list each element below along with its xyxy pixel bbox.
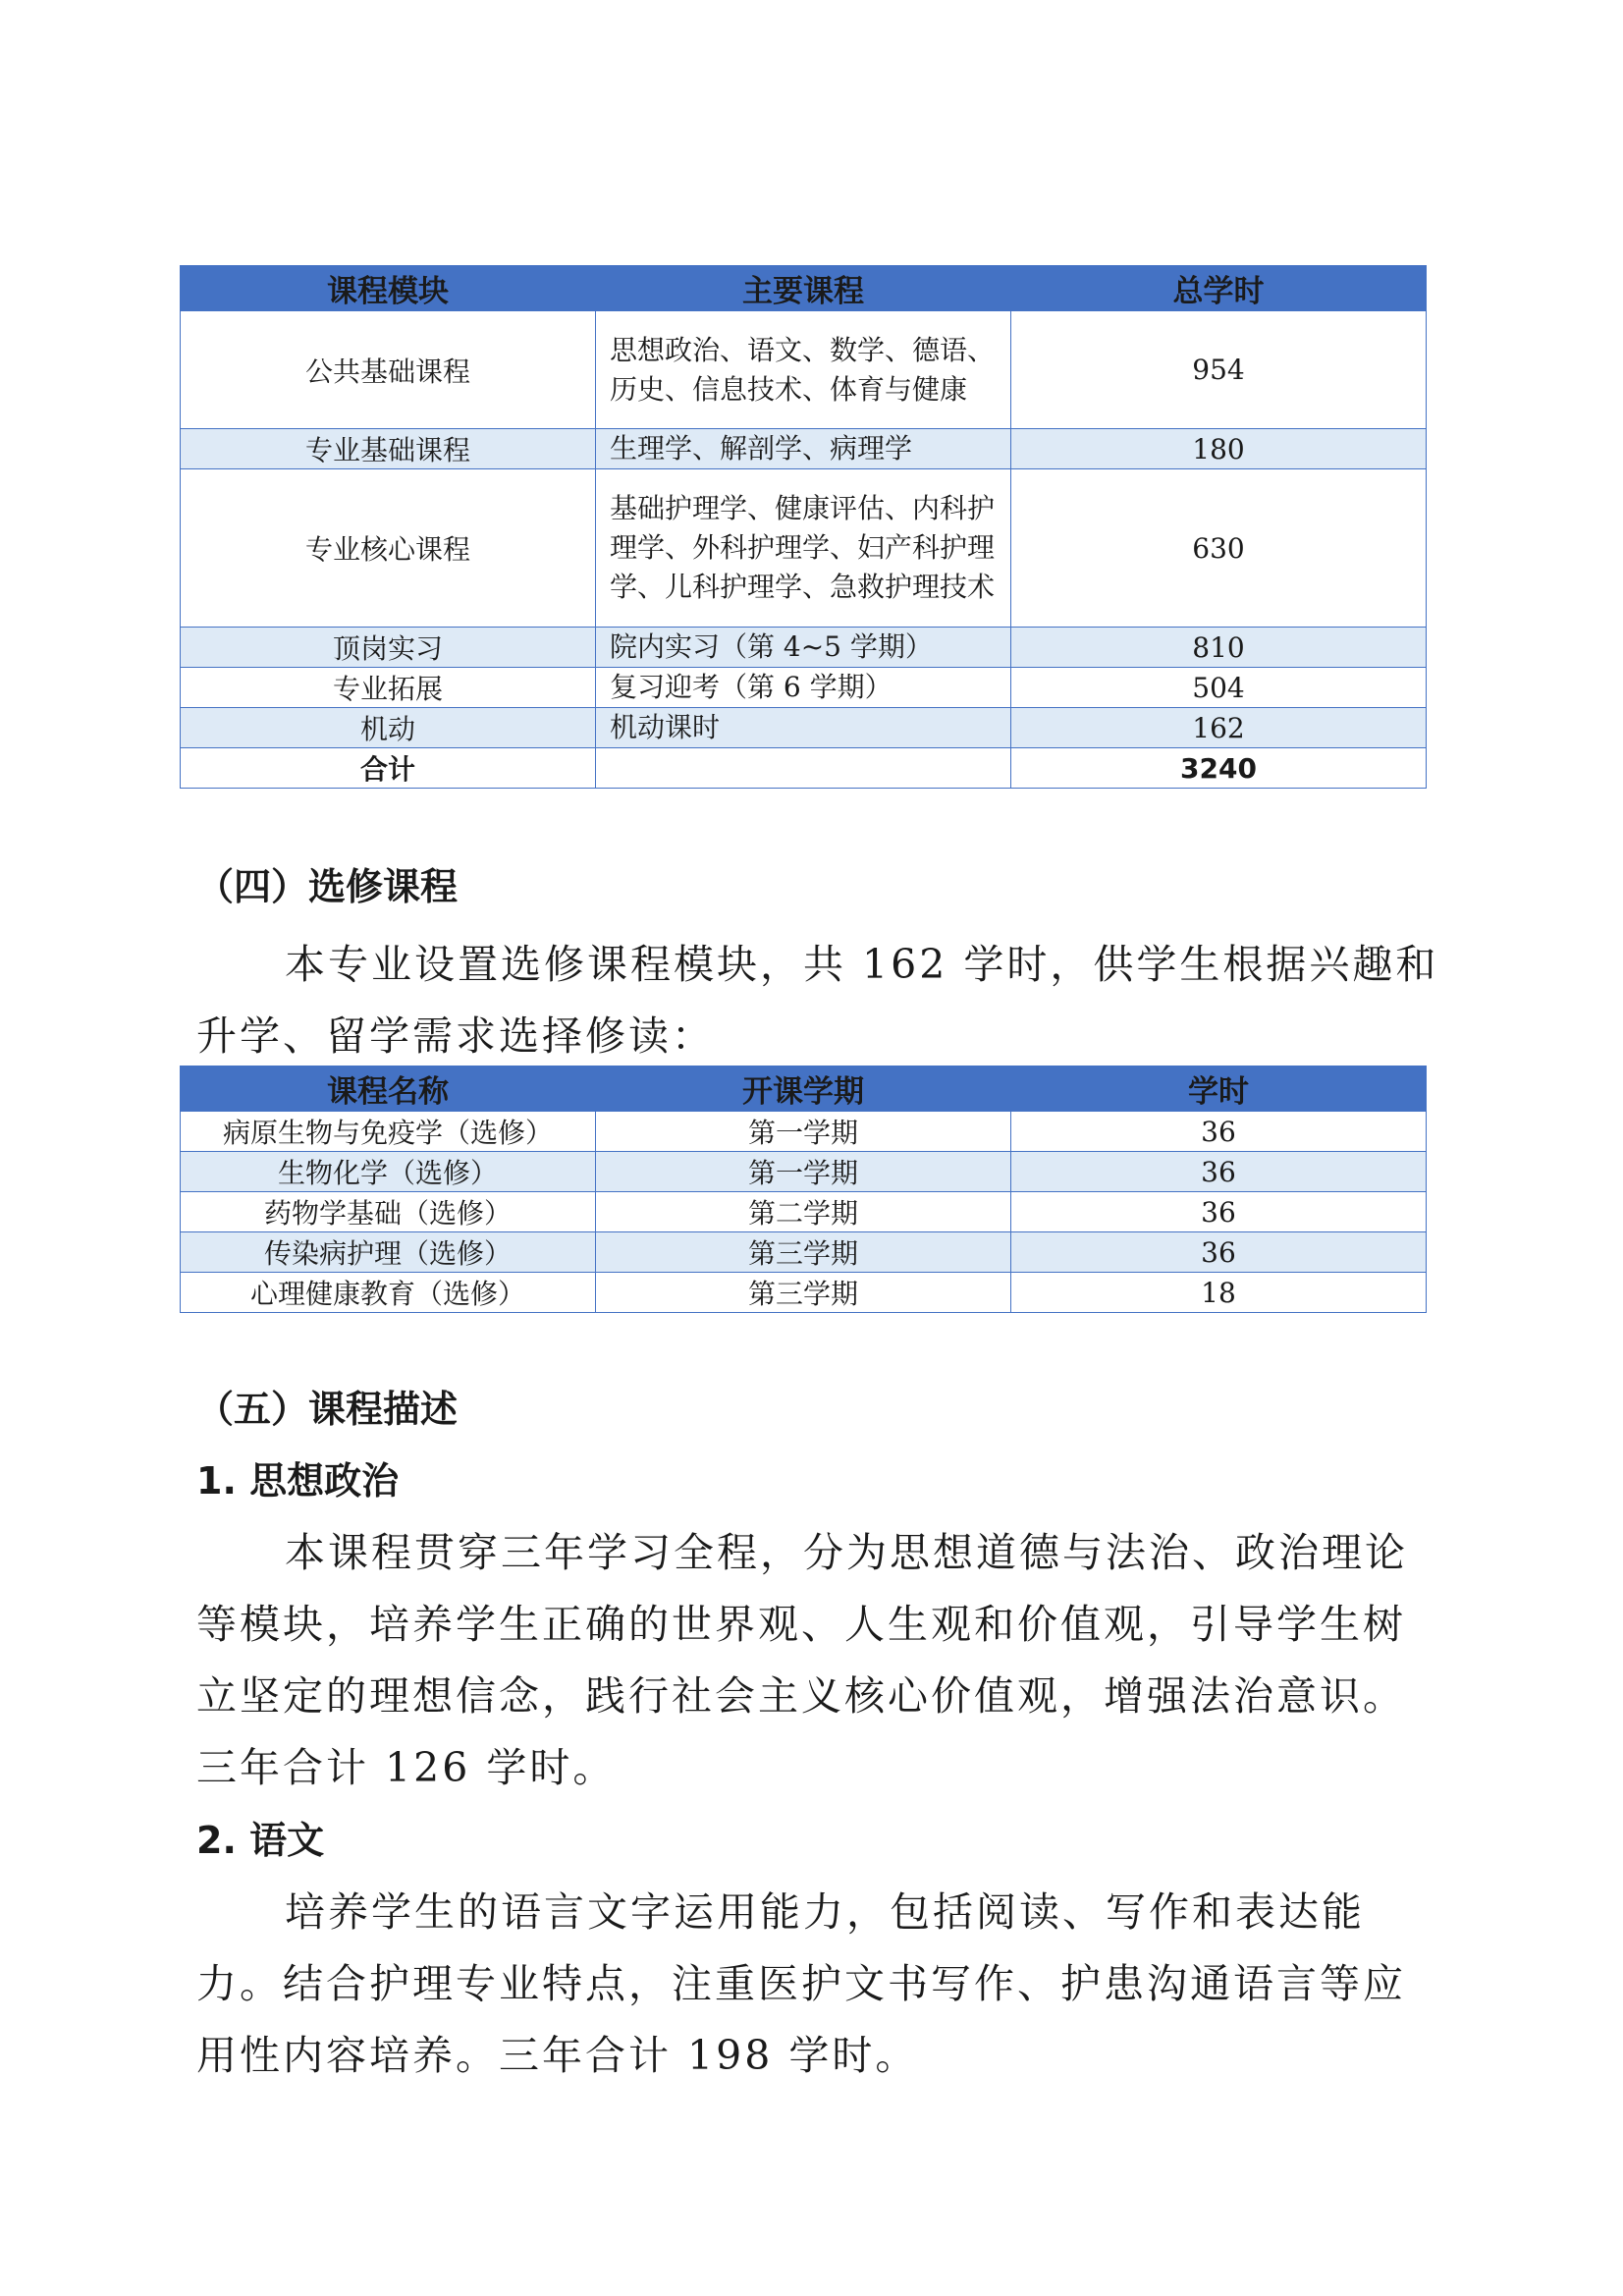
total-hours-cell: 3240 xyxy=(1011,748,1427,789)
table-header-row xyxy=(181,266,1427,311)
course-name-cell: 病原生物与免疫学（选修） xyxy=(181,1112,596,1152)
module-cell: 专业核心课程 xyxy=(181,469,596,628)
section-heading-electives: （四）选修课程 xyxy=(196,865,459,908)
courses-cell: 生理学、解剖学、病理学 xyxy=(596,429,1011,469)
column-header: 课程名称 xyxy=(181,1066,596,1112)
module-cell: 顶岗实习 xyxy=(181,628,596,668)
courses-cell: 院内实习（第 4~5 学期） xyxy=(596,628,1011,668)
subsection-title-politics: 1. 思想政治 xyxy=(196,1459,400,1503)
section-heading-descriptions: （五）课程描述 xyxy=(196,1388,459,1431)
hours-cell: 954 xyxy=(1011,311,1427,429)
chinese-description: 培养学生的语言文字运用能力，包括阅读、写作和表达能力。结合护理专业特点，注重医护文书写作、护患沟通语言等应用性内容培养。三年合计 198 学时。 xyxy=(196,1888,1406,2079)
politics-description: 本课程贯穿三年学习全程，分为思想道德与法治、政治理论等模块，培养学生正确的世界观、人生观和价值观，引导学生树立坚定的理想信念，践行社会主义核心价值观，增强法治意识。三年合计 126 学时。 xyxy=(196,1529,1408,1791)
table-total-row xyxy=(181,748,1427,789)
table-row xyxy=(181,1273,1427,1313)
elective-course-table xyxy=(180,1066,1427,1313)
term-cell: 第一学期 xyxy=(596,1152,1011,1192)
column-header: 总学时 xyxy=(1011,266,1427,311)
subsection-title-chinese: 2. 语文 xyxy=(196,1819,325,1862)
course-name-cell: 生物化学（选修） xyxy=(181,1152,596,1192)
hours-cell: 18 xyxy=(1011,1273,1427,1313)
term-cell: 第三学期 xyxy=(596,1273,1011,1313)
hours-cell: 162 xyxy=(1011,708,1427,748)
hours-cell: 810 xyxy=(1011,628,1427,668)
table-header-row xyxy=(181,1066,1427,1112)
table-row xyxy=(181,708,1427,748)
table-row xyxy=(181,469,1427,628)
table-row xyxy=(181,311,1427,429)
table-row xyxy=(181,1152,1427,1192)
term-cell: 第一学期 xyxy=(596,1112,1011,1152)
hours-cell: 180 xyxy=(1011,429,1427,469)
table-row xyxy=(181,429,1427,469)
course-name-cell: 传染病护理（选修） xyxy=(181,1232,596,1273)
hours-cell: 36 xyxy=(1011,1112,1427,1152)
course-module-table xyxy=(180,265,1427,789)
hours-cell: 504 xyxy=(1011,668,1427,708)
table-row xyxy=(181,668,1427,708)
module-cell: 专业基础课程 xyxy=(181,429,596,469)
term-cell: 第二学期 xyxy=(596,1192,1011,1232)
table-row xyxy=(181,1192,1427,1232)
column-header: 学时 xyxy=(1011,1066,1427,1112)
column-header: 开课学期 xyxy=(596,1066,1011,1112)
table-row xyxy=(181,1232,1427,1273)
table-row xyxy=(181,628,1427,668)
total-label-cell: 合计 xyxy=(181,748,596,789)
courses-cell: 基础护理学、健康评估、内科护理学、外科护理学、妇产科护理学、儿科护理学、急救护理技术 xyxy=(596,469,1011,628)
course-name-cell: 药物学基础（选修） xyxy=(181,1192,596,1232)
term-cell: 第三学期 xyxy=(596,1232,1011,1273)
courses-cell xyxy=(596,748,1011,789)
module-cell: 机动 xyxy=(181,708,596,748)
courses-cell: 复习迎考（第 6 学期） xyxy=(596,668,1011,708)
table-row xyxy=(181,1112,1427,1152)
hours-cell: 36 xyxy=(1011,1152,1427,1192)
electives-paragraph: 本专业设置选修课程模块，共 162 学时，供学生根据兴趣和升学、留学需求选择修读： xyxy=(196,941,1439,1060)
hours-cell: 630 xyxy=(1011,469,1427,628)
courses-cell: 思想政治、语文、数学、德语、历史、信息技术、体育与健康 xyxy=(596,311,1011,429)
hours-cell: 36 xyxy=(1011,1192,1427,1232)
module-cell: 公共基础课程 xyxy=(181,311,596,429)
column-header: 主要课程 xyxy=(596,266,1011,311)
hours-cell: 36 xyxy=(1011,1232,1427,1273)
column-header: 课程模块 xyxy=(181,266,596,311)
course-name-cell: 心理健康教育（选修） xyxy=(181,1273,596,1313)
courses-cell: 机动课时 xyxy=(596,708,1011,748)
module-cell: 专业拓展 xyxy=(181,668,596,708)
